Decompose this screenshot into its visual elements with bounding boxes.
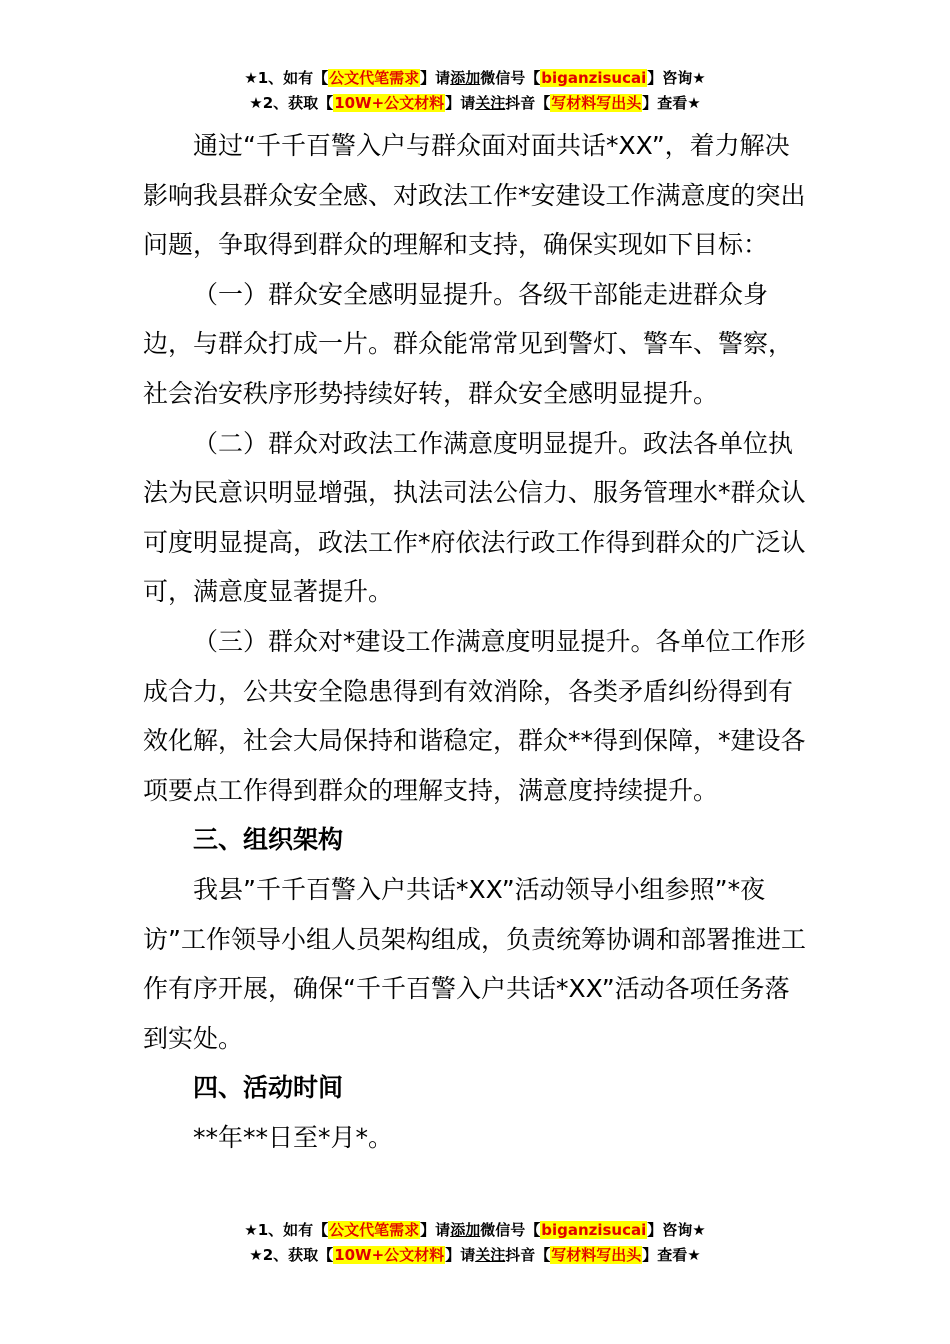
promo-underline: 关注 <box>475 1246 506 1264</box>
promo-suffix: 】咨询★ <box>647 69 706 87</box>
promo-line-2 <box>0 1243 950 1268</box>
intro-paragraph: 通过“千千百警入户与群众面对面共话*XX”，着力解决影响我县群众安全感、对政法工作*安建设工作满意度的突出问题，争取得到群众的理解和支持，确保实现如下目标： <box>143 131 806 260</box>
section-heading-organization: 三、组织架构 <box>193 825 344 855</box>
promo-suffix: 】咨询★ <box>647 1221 706 1239</box>
promo-highlight: 公文代笔需求 <box>329 69 420 87</box>
promo-highlight: 10W+公文材料 <box>334 94 445 112</box>
promo-banner-top <box>0 66 950 116</box>
organization-paragraph: 我县”千千百警入户共话*XX”活动领导小组参照”*夜访”工作领导小组人员架构组成，负责统筹协调和部署推进工作有序开展，确保“千千百警入户共话*XX”活动各项任务落到实处。 <box>143 874 806 1053</box>
promo-prefix: ★1、如有【 <box>244 1221 329 1239</box>
promo-text: 】请 <box>445 94 476 112</box>
promo-text: 抖音【 <box>505 94 551 112</box>
promo-text: 抖音【 <box>505 1246 551 1264</box>
promo-highlight: 写材料写出头 <box>551 94 642 112</box>
promo-underline: 关注 <box>475 94 506 112</box>
document-body <box>143 121 807 1162</box>
promo-text: 】请 <box>420 1221 451 1239</box>
promo-text: 】请 <box>420 69 451 87</box>
promo-underline: 添加 <box>450 69 481 87</box>
promo-text: 微信号【 <box>480 69 541 87</box>
promo-banner-bottom <box>0 1218 950 1268</box>
goal-2-paragraph: （二）群众对政法工作满意度明显提升。政法各单位执法为民意识明显增强，执法司法公信力、服务管理水*群众认可度明显提高，政法工作*府依法行政工作得到群众的广泛认可，满意度显著提升。 <box>143 428 806 607</box>
promo-prefix: ★1、如有【 <box>244 69 329 87</box>
promo-text: 】请 <box>445 1246 476 1264</box>
promo-line-1 <box>0 1218 950 1243</box>
promo-prefix: ★2、获取【 <box>249 1246 334 1264</box>
promo-suffix: 】查看★ <box>642 94 701 112</box>
time-paragraph: **年**日至*月*。 <box>193 1122 394 1152</box>
promo-line-2 <box>0 91 950 116</box>
promo-line-1 <box>0 66 950 91</box>
promo-prefix: ★2、获取【 <box>249 94 334 112</box>
promo-highlight: 写材料写出头 <box>551 1246 642 1264</box>
goal-3-paragraph: （三）群众对*建设工作满意度明显提升。各单位工作形成合力，公共安全隐患得到有效消除，各类矛盾纠纷得到有效化解，社会大局保持和谐稳定，群众**得到保障，*建设各项要点工作得到群众的理解支持，满意度持续提升。 <box>143 626 806 805</box>
section-heading-time: 四、活动时间 <box>193 1073 344 1103</box>
promo-suffix: 】查看★ <box>642 1246 701 1264</box>
promo-highlight: 公文代笔需求 <box>329 1221 420 1239</box>
promo-underline: 添加 <box>450 1221 481 1239</box>
goal-1-paragraph: （一）群众安全感明显提升。各级干部能走进群众身边，与群众打成一片。群众能常常见到警灯、警车、警察，社会治安秩序形势持续好转，群众安全感明显提升。 <box>143 279 794 408</box>
promo-highlight: biganzisucai <box>541 69 647 87</box>
promo-text: 微信号【 <box>480 1221 541 1239</box>
promo-highlight: biganzisucai <box>541 1221 647 1239</box>
promo-highlight: 10W+公文材料 <box>334 1246 445 1264</box>
